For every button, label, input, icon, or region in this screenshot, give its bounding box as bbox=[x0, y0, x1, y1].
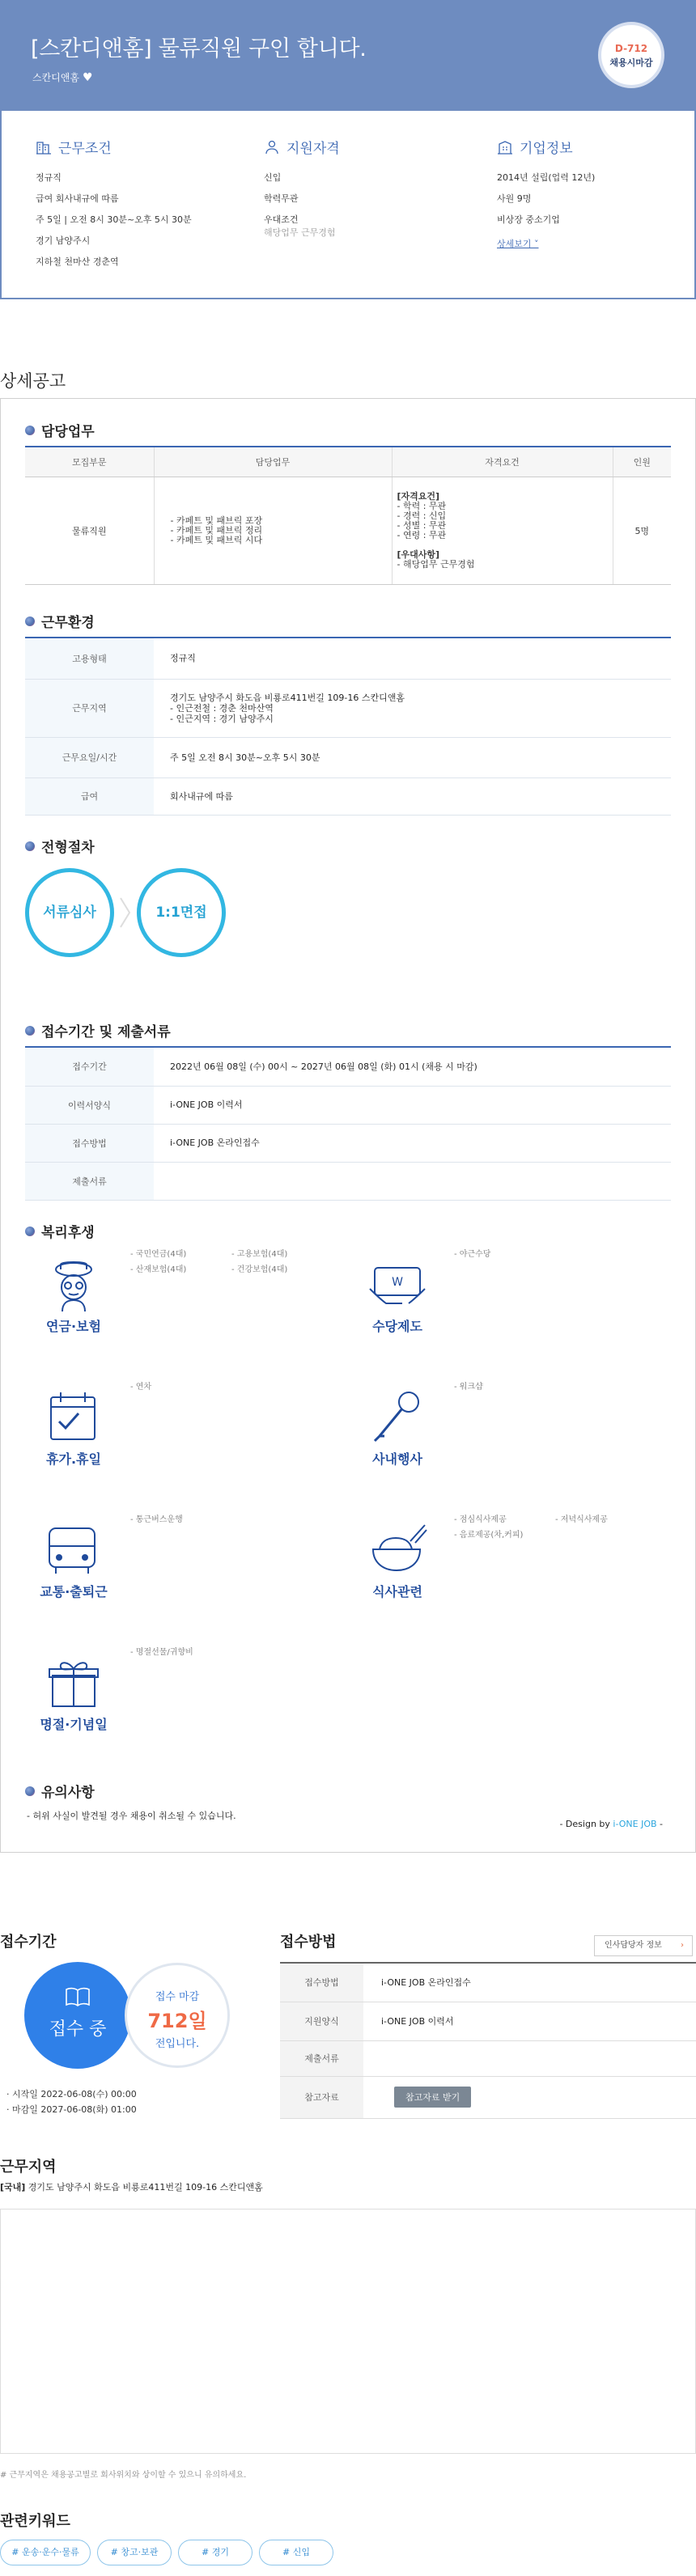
row-value bbox=[363, 2076, 696, 2118]
bullet-icon bbox=[25, 1026, 35, 1036]
benefit-items bbox=[454, 1512, 523, 1543]
bullet-icon bbox=[25, 841, 35, 851]
row-label: 참고자료 bbox=[280, 2076, 363, 2118]
dday-count: D-712 bbox=[614, 43, 648, 54]
row-value: i-ONE JOB 온라인접수 bbox=[154, 1124, 671, 1162]
apply-status: 접수 중 bbox=[49, 2019, 107, 2040]
benefit-item: - 건강보험(4대) bbox=[231, 1265, 288, 1274]
apply-start-date: · 시작일 2022-06-08(수) 00:00 bbox=[6, 2089, 137, 2099]
requirement-item: - 연령 : 무관 bbox=[397, 529, 447, 540]
row-label: 이력서양식 bbox=[25, 1086, 154, 1124]
benefit-items bbox=[130, 1379, 151, 1395]
row-value bbox=[154, 1162, 671, 1200]
row-value bbox=[154, 777, 671, 815]
location-title: 근무지역 bbox=[0, 2159, 57, 2176]
preference-title: [우대사항] bbox=[397, 549, 440, 560]
benefit-item: - 연차 bbox=[130, 1383, 152, 1392]
gift-icon bbox=[41, 1654, 106, 1711]
work-condition-item: 급여 회사내규에 따름 bbox=[36, 193, 119, 204]
rice-bowl-icon bbox=[365, 1522, 430, 1578]
table-row bbox=[25, 638, 671, 679]
table-header: 인원 bbox=[613, 447, 671, 477]
apply-method-title: 접수방법 bbox=[280, 1934, 337, 1951]
company-info-item: 비상장 중소기업 bbox=[497, 214, 560, 225]
company-info-title: 기업정보 bbox=[520, 141, 573, 157]
bus-icon bbox=[41, 1522, 106, 1578]
row-value bbox=[154, 679, 671, 737]
summary-panel bbox=[0, 111, 696, 299]
benefit-label: 명절·기념일 bbox=[40, 1717, 108, 1732]
benefit-items bbox=[130, 1247, 186, 1277]
qualification-sub: 해당업무 근무경험 bbox=[264, 227, 336, 238]
env-table bbox=[25, 638, 671, 816]
reference-download-button[interactable]: 참고자료 받기 bbox=[394, 2087, 471, 2108]
keyword-tag[interactable]: # 신입 bbox=[259, 2540, 333, 2565]
dday-badge bbox=[598, 22, 664, 88]
requirement-item: - 성별 : 무관 bbox=[397, 519, 447, 531]
location-address bbox=[0, 2180, 263, 2193]
task-item: - 카페트 및 패브릭 시다 bbox=[170, 534, 263, 545]
value-line: - 인근전철 : 경춘 천마산역 bbox=[170, 702, 274, 714]
chevron-right-icon bbox=[119, 896, 132, 929]
deadline-days: 712일 bbox=[147, 2010, 207, 2032]
value-line: 회사내규에 따름 bbox=[170, 790, 233, 802]
bullet-icon bbox=[25, 1786, 35, 1796]
task-item: - 카페트 및 패브릭 정리 bbox=[170, 524, 263, 536]
process-heading-text: 전형절차 bbox=[41, 840, 95, 856]
pension-insurance-icon bbox=[41, 1256, 106, 1313]
company-name-link[interactable] bbox=[32, 70, 93, 84]
work-condition-item: 지하철 천마산 경춘역 bbox=[36, 256, 119, 267]
hr-contact-label: 인사담당자 정보 bbox=[605, 1941, 662, 1950]
deadline-label: 접수 마감 bbox=[155, 1991, 200, 2003]
bullet-icon bbox=[25, 426, 35, 435]
requirement-item: - 학력 : 무관 bbox=[397, 500, 447, 511]
qualifications-title: 지원자격 bbox=[286, 141, 340, 157]
work-condition-item: 주 5일 | 오전 8시 30분~오후 5시 30분 bbox=[36, 214, 192, 225]
company-name: 스칸디앤홈 bbox=[32, 72, 79, 83]
benefit-item: - 점심식사제공 bbox=[454, 1515, 507, 1524]
svg-text:W: W bbox=[392, 1276, 403, 1289]
location-address-text: 경기도 남양주시 화도읍 비룡로411번길 109-16 스칸디앤홈 bbox=[25, 2182, 263, 2193]
bullet-icon bbox=[25, 1227, 35, 1236]
table-row bbox=[280, 1963, 696, 2002]
caution-heading-text: 유의사항 bbox=[41, 1785, 95, 1801]
row-label: 급여 bbox=[25, 777, 154, 815]
row-label: 근무요일/시간 bbox=[25, 737, 154, 777]
heart-icon[interactable]: ♥ bbox=[82, 71, 93, 84]
apply-dates bbox=[6, 2087, 137, 2117]
benefit-label: 사내행사 bbox=[372, 1451, 422, 1467]
table-row bbox=[280, 2040, 696, 2076]
table-header: 모집부문 bbox=[25, 447, 154, 477]
person-icon bbox=[264, 140, 280, 155]
design-prefix: - Design by bbox=[559, 1819, 613, 1829]
table-row bbox=[280, 2002, 696, 2040]
work-condition-item: 경기 남양주시 bbox=[36, 235, 91, 246]
benefit-item: - 야근수당 bbox=[454, 1250, 491, 1259]
open-book-icon bbox=[65, 1986, 91, 2007]
benefit-label: 식사관련 bbox=[372, 1584, 422, 1599]
benefit-items bbox=[555, 1512, 608, 1527]
preference-item: - 해당업무 근무경험 bbox=[397, 558, 475, 570]
duty-requirements bbox=[392, 477, 613, 584]
duty-tasks bbox=[154, 477, 392, 584]
benefits-heading-text: 복리후생 bbox=[41, 1225, 95, 1241]
caution-text: - 허위 사실이 발견될 경우 채용이 취소될 수 있습니다. bbox=[27, 1811, 236, 1821]
row-value bbox=[154, 638, 671, 679]
keyword-tag[interactable]: # 경기 bbox=[178, 2540, 253, 2565]
bullet-icon bbox=[25, 616, 35, 626]
table-header: 담당업무 bbox=[154, 447, 392, 477]
benefit-label: 연금·보험 bbox=[46, 1319, 101, 1334]
task-item: - 카페트 및 패브릭 포장 bbox=[170, 515, 263, 526]
apply-end-date: · 마감일 2027-06-08(화) 01:00 bbox=[6, 2104, 137, 2115]
env-heading bbox=[25, 611, 95, 631]
benefit-label: 교통·출퇴근 bbox=[40, 1584, 108, 1599]
qualifications bbox=[264, 137, 340, 239]
value-line: - 인근지역 : 경기 남양주시 bbox=[170, 713, 274, 724]
row-value: i-ONE JOB 이력서 bbox=[363, 2002, 696, 2040]
table-row bbox=[25, 1048, 671, 1086]
qualification-item: 우대조건 bbox=[264, 214, 299, 225]
row-label: 고용형태 bbox=[25, 638, 154, 679]
row-value bbox=[363, 2040, 696, 2076]
duty-table bbox=[25, 447, 671, 585]
row-label: 접수기간 bbox=[25, 1048, 154, 1086]
benefit-items bbox=[454, 1247, 490, 1262]
row-value bbox=[154, 737, 671, 777]
requirement-item: - 경력 : 신입 bbox=[397, 510, 447, 521]
posting-title: [스칸디앤홈] 물류직원 구인 합니다. bbox=[31, 36, 367, 61]
row-label: 제출서류 bbox=[280, 2040, 363, 2076]
design-brand-link[interactable]: i-ONE JOB bbox=[613, 1819, 657, 1829]
chevron-right-icon: › bbox=[681, 1941, 684, 1950]
duty-count: 5명 bbox=[613, 477, 671, 584]
benefit-label: 휴가.휴일 bbox=[46, 1451, 101, 1467]
calendar-icon bbox=[41, 1389, 106, 1446]
detail-panel bbox=[0, 398, 696, 1853]
location-tag: [국내] bbox=[0, 2182, 26, 2193]
design-suffix: - bbox=[656, 1819, 663, 1829]
table-row bbox=[25, 1086, 671, 1124]
company-building-icon bbox=[497, 140, 513, 155]
table-header: 자격요건 bbox=[392, 447, 613, 477]
table-row bbox=[25, 477, 671, 584]
work-condition-item: 정규직 bbox=[36, 172, 62, 183]
row-label: 지원양식 bbox=[280, 2002, 363, 2040]
apply-period-title: 접수기간 bbox=[0, 1934, 57, 1951]
company-detail-link[interactable]: 상세보기 ˅ bbox=[497, 239, 539, 249]
period-table bbox=[25, 1048, 671, 1201]
period-heading-text: 접수기간 및 제출서류 bbox=[41, 1024, 171, 1040]
row-label: 접수방법 bbox=[25, 1124, 154, 1162]
benefits-heading bbox=[25, 1221, 95, 1241]
apply-status-circle bbox=[24, 1962, 131, 2069]
company-info-item: 2014년 설립(업력 12년) bbox=[497, 172, 596, 183]
row-label: 근무지역 bbox=[25, 679, 154, 737]
process-step-1: 서류심사 bbox=[25, 868, 114, 957]
work-conditions-title: 근무조건 bbox=[58, 141, 112, 157]
benefit-items bbox=[130, 1645, 193, 1660]
qualification-item: 신입 bbox=[264, 172, 282, 183]
period-heading bbox=[25, 1020, 171, 1040]
table-row bbox=[280, 2076, 696, 2118]
allowance-wallet-icon bbox=[365, 1256, 430, 1313]
table-row bbox=[25, 737, 671, 777]
design-credit bbox=[559, 1819, 663, 1829]
location-note: # 근무지역은 채용공고별로 회사위치와 상이할 수 있으니 유의하세요. bbox=[0, 2471, 247, 2480]
duty-heading-text: 담당업무 bbox=[41, 424, 95, 440]
benefit-item: - 명절선물/귀향비 bbox=[130, 1648, 193, 1657]
dday-label: 채용시마감 bbox=[609, 57, 653, 68]
spacer bbox=[397, 540, 613, 550]
apply-method-table bbox=[280, 1962, 696, 2119]
deadline-circle bbox=[125, 1963, 230, 2068]
benefit-item: - 고용보험(4대) bbox=[231, 1250, 288, 1259]
work-conditions bbox=[36, 137, 192, 273]
company-info-item: 사원 9명 bbox=[497, 193, 532, 204]
duty-heading bbox=[25, 420, 95, 440]
company-info bbox=[497, 137, 595, 255]
benefit-items bbox=[130, 1512, 183, 1527]
value-line: 주 5일 오전 8시 30분~오후 5시 30분 bbox=[170, 752, 320, 763]
duty-dept: 물류직원 bbox=[25, 477, 154, 584]
benefit-label: 수당제도 bbox=[372, 1319, 422, 1334]
value-line: 정규직 bbox=[170, 653, 196, 664]
table-row bbox=[25, 679, 671, 737]
benefit-item: - 국민연금(4대) bbox=[130, 1250, 187, 1259]
table-row bbox=[25, 777, 671, 815]
keywords-title: 관련키워드 bbox=[0, 2513, 70, 2530]
process-heading bbox=[25, 836, 95, 856]
location-map[interactable] bbox=[0, 2209, 696, 2454]
row-label: 제출서류 bbox=[25, 1162, 154, 1200]
requirements-title: [자격요건] bbox=[397, 490, 440, 502]
hr-contact-button[interactable] bbox=[594, 1935, 693, 1956]
table-row bbox=[25, 1124, 671, 1162]
process-step-2: 1:1면접 bbox=[137, 868, 226, 957]
table-row bbox=[25, 1162, 671, 1200]
benefit-item: - 통근버스운행 bbox=[130, 1515, 183, 1524]
posting-header bbox=[0, 0, 696, 111]
value-line: 경기도 남양주시 화도읍 비룡로411번길 109-16 스칸디앤홈 bbox=[170, 692, 405, 703]
building-icon bbox=[36, 140, 52, 155]
env-heading-text: 근무환경 bbox=[41, 615, 95, 631]
detail-title: 상세공고 bbox=[0, 371, 66, 391]
benefit-item: - 음료제공(차,커피) bbox=[454, 1531, 524, 1540]
row-value: i-ONE JOB 온라인접수 bbox=[363, 1963, 696, 2002]
keyword-tag[interactable]: # 창고·보관 bbox=[97, 2540, 172, 2565]
benefit-item: - 저녁식사제공 bbox=[555, 1515, 608, 1524]
row-value: 2022년 06월 08일 (수) 00시 ~ 2027년 06월 08일 (화) 01시 (채용 시 마감) bbox=[154, 1048, 671, 1086]
benefit-item: - 산재보험(4대) bbox=[130, 1265, 187, 1274]
qualification-item: 학력무관 bbox=[264, 193, 299, 204]
benefit-item: - 워크샵 bbox=[454, 1383, 483, 1392]
benefit-items bbox=[454, 1379, 483, 1395]
row-label: 접수방법 bbox=[280, 1963, 363, 2002]
deadline-suffix: 전입니다. bbox=[155, 2038, 200, 2050]
row-value: i-ONE JOB 이력서 bbox=[154, 1086, 671, 1124]
caution-heading bbox=[25, 1781, 95, 1801]
keyword-tag[interactable]: # 운송·운수·물류 bbox=[0, 2540, 91, 2565]
benefit-items bbox=[231, 1247, 287, 1277]
microphone-icon bbox=[365, 1389, 430, 1446]
